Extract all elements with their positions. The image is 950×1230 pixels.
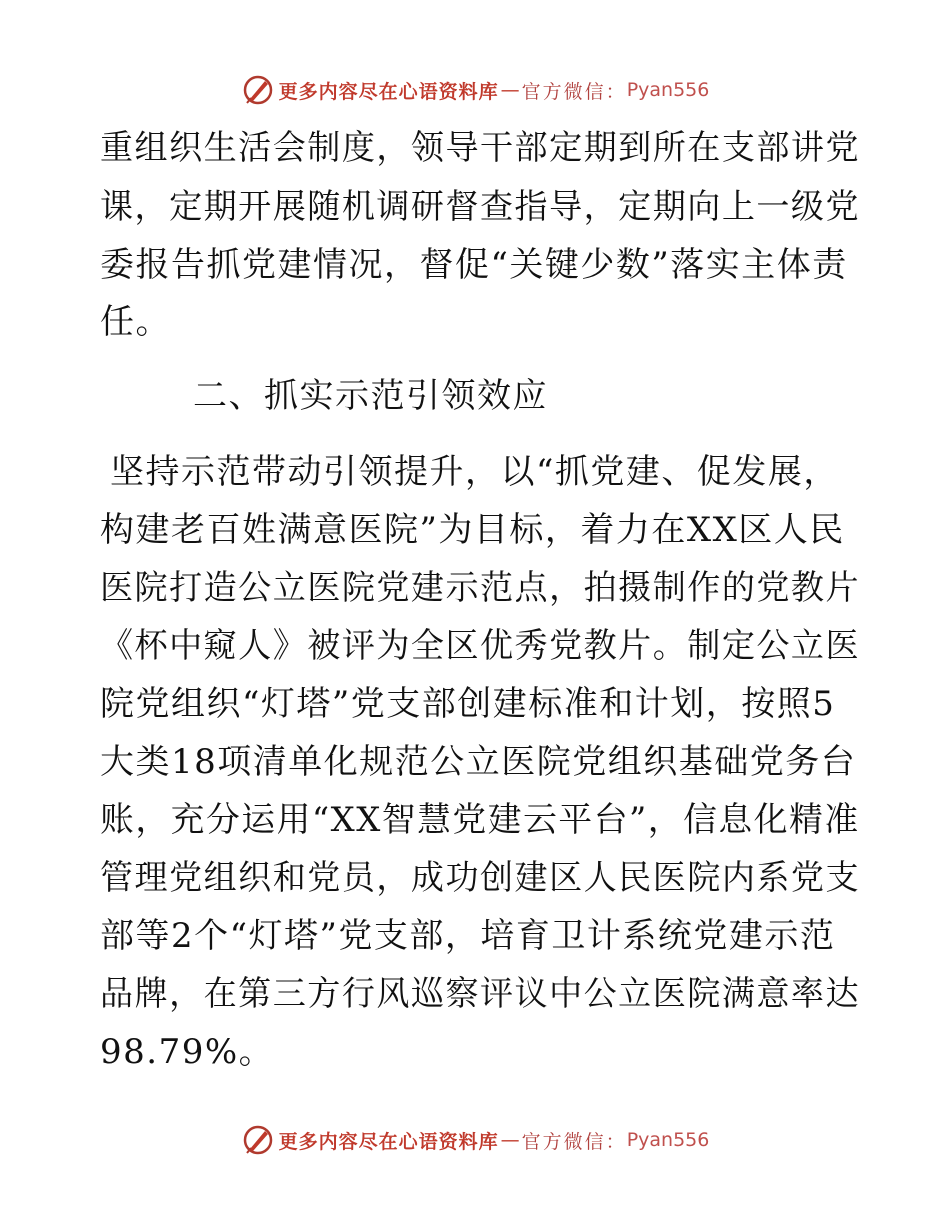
text-line: 账，充分运用“XX智慧党建云平台”，信息化精准 [100,800,860,840]
text-line: 任。 [100,302,171,342]
text-line: 品牌，在第三方行风巡察评议中公立医院满意率达 [100,974,860,1014]
watermark-wechat-id: Pyan556 [626,79,710,101]
quill-logo-icon [241,1123,275,1157]
watermark-wechat-id: Pyan556 [626,1129,710,1151]
text-line: 院党组织“灯塔”党支部创建标准和计划，按照5 [100,684,836,724]
watermark-dash: — [500,1129,520,1151]
text-line: 98.79%。 [100,1032,275,1072]
text-line: 《杯中窥人》被评为全区优秀党教片。制定公立医 [100,626,860,666]
watermark-footer [0,1120,950,1160]
text-line: 部等2个“灯塔”党支部，培育卫计系统党建示范 [100,916,836,956]
watermark-label: 官方微信： [521,80,627,103]
text-line: 大类18项清单化规范公立医院党组织基础党务台 [100,742,857,782]
text-line: 医院打造公立医院党建示范点，拍摄制作的党教片 [100,568,860,608]
text-line: 委报告抓党建情况，督促“关键少数”落实主体责 [100,245,848,285]
text-line: 坚持示范带动引领提升，以“抓党建、促发展， [110,452,839,492]
watermark-main-text: 更多内容尽在心语资料库 [278,80,499,103]
watermark-label: 官方微信： [521,1130,627,1153]
watermark-header [0,70,950,110]
watermark-main-text: 更多内容尽在心语资料库 [278,1130,499,1153]
text-line: 管理党组织和党员，成功创建区人民医院内系党支 [100,858,860,898]
quill-logo-icon [241,73,275,107]
text-line: 课，定期开展随机调研督查指导，定期向上一级党 [100,187,860,227]
text-line: 构建老百姓满意医院”为目标，着力在XX区人民 [100,510,845,550]
text-line: 重组织生活会制度，领导干部定期到所在支部讲党 [100,128,860,168]
section-heading: 二、抓实示范引领效应 [193,376,548,416]
watermark-dash: — [500,79,520,101]
